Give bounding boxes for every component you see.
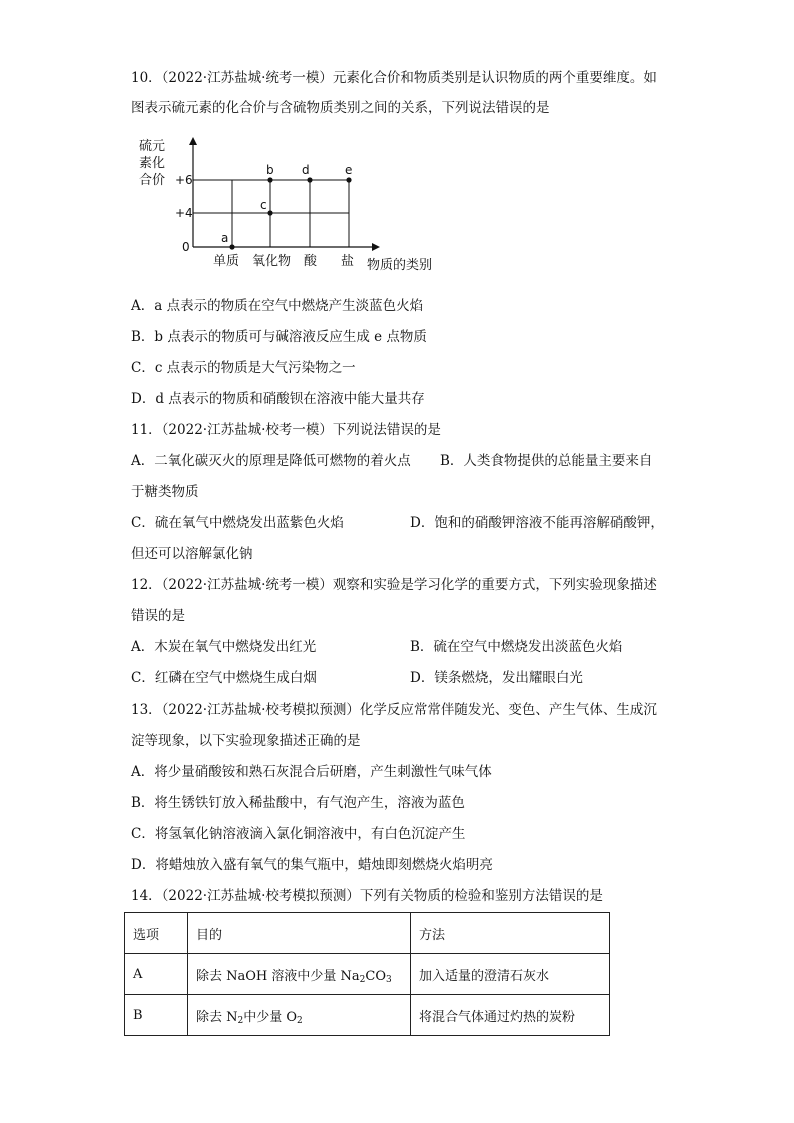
q11-option-b: B．人类食物提供的总能量主要来自 — [440, 453, 653, 469]
point-a-label: a — [221, 231, 229, 245]
chart-ylabel-1: 硫元 — [139, 139, 166, 154]
q12-option-d: D．镁条燃烧，发出耀眼白光 — [410, 670, 583, 686]
q10-option-d: D．d 点表示的物质和硝酸钡在溶液中能大量共存 — [131, 391, 425, 407]
point-b — [267, 177, 272, 182]
q14-stem: 14．（2022·江苏盐城·校考模拟预测）下列有关物质的检验和鉴别方法错误的是 — [131, 888, 603, 904]
q12-option-a: A．木炭在氧气中燃烧发出红光 — [131, 639, 317, 655]
q10-stem-line1: 10．（2022·江苏盐城·统考一模）元素化合价和物质类别是认识物质的两个重要维度。如 — [131, 70, 657, 86]
point-e — [346, 177, 351, 182]
chart-xtick-elemental: 单质 — [213, 254, 240, 269]
chart-x-arrow — [372, 243, 380, 251]
q12-stem-line1: 12．（2022·江苏盐城·统考一模）观察和实验是学习化学的重要方式，下列实验现象描述 — [131, 577, 657, 593]
q11-option-a: A．二氧化碳灭火的原理是降低可燃物的着火点 — [131, 453, 411, 469]
chart-ytick-0: 0 — [182, 240, 190, 254]
q14-table — [124, 912, 610, 1036]
chart-xtick-oxide: 氧化物 — [252, 254, 292, 269]
chart-y-arrow — [189, 137, 197, 145]
point-c-label: c — [260, 198, 267, 212]
q13-stem-line1: 13．（2022·江苏盐城·校考模拟预测）化学反应常常伴随发光、变色、产生气体、生成沉 — [131, 702, 657, 718]
q11-option-d: D．饱和的硝酸钾溶液不能再溶解硝酸钾， — [410, 515, 664, 531]
point-d — [307, 177, 312, 182]
q13-option-a: A．将少量硝酸铵和熟石灰混合后研磨，产生刺激性气味气体 — [131, 764, 492, 780]
table-header-method: 方法 — [411, 913, 610, 954]
q13-option-b: B．将生锈铁钉放入稀盐酸中，有气泡产生，溶液为蓝色 — [131, 795, 465, 811]
q12-option-b: B．硫在空气中燃烧发出淡蓝色火焰 — [410, 639, 623, 655]
table-cell-goal: 除去 NaOH 溶液中少量 $Na_2CO_3$ — [188, 954, 411, 995]
q10-option-c: C．c 点表示的物质是大气污染物之一 — [131, 360, 356, 376]
chart-xlabel: 物质的类别 — [367, 258, 433, 273]
table-cell-option: B — [125, 995, 188, 1036]
point-b-label: b — [266, 163, 274, 177]
table-row — [125, 954, 610, 995]
q13-option-c: C．将氢氧化钠溶液滴入氯化铜溶液中，有白色沉淀产生 — [131, 826, 466, 842]
q10-stem-line2: 图表示硫元素的化合价与含硫物质类别之间的关系，下列说法错误的是 — [131, 100, 550, 116]
q12-option-c: C．红磷在空气中燃烧生成白烟 — [131, 670, 317, 686]
table-cell-method: 将混合气体通过灼热的炭粉 — [411, 995, 610, 1036]
chart-xtick-salt: 盐 — [341, 254, 355, 269]
chart-xtick-acid: 酸 — [304, 254, 318, 269]
q11-option-d-cont: 但还可以溶解氯化钠 — [131, 546, 253, 562]
q10-option-a: A．a 点表示的物质在空气中燃烧产生淡蓝色火焰 — [131, 298, 424, 314]
q10-option-b: B．b 点表示的物质可与碱溶液反应生成 e 点物质 — [131, 329, 427, 345]
chart-ylabel-2: 素化 — [139, 156, 166, 171]
point-d-label: d — [302, 163, 310, 177]
q13-option-d: D．将蜡烛放入盛有氧气的集气瓶中，蜡烛即刻燃烧火焰明亮 — [131, 857, 493, 873]
table-row — [125, 995, 610, 1036]
q11-option-b-cont: 于糖类物质 — [131, 484, 199, 500]
chart-ytick-4: +4 — [175, 206, 193, 220]
q11-option-c: C．硫在氧气中燃烧发出蓝紫色火焰 — [131, 515, 344, 531]
q11-stem: 11．（2022·江苏盐城·校考一模）下列说法错误的是 — [131, 422, 441, 438]
table-header-option: 选项 — [125, 913, 188, 954]
table-header-goal: 目的 — [188, 913, 411, 954]
sulfur-valence-chart — [137, 134, 457, 274]
point-c — [267, 210, 272, 215]
chart-ytick-6: +6 — [175, 173, 193, 187]
chart-ylabel-3: 合价 — [139, 173, 166, 188]
q12-stem-line2: 错误的是 — [131, 608, 185, 624]
table-cell-method: 加入适量的澄清石灰水 — [411, 954, 610, 995]
point-e-label: e — [345, 163, 353, 177]
q13-stem-line2: 淀等现象，以下实验现象描述正确的是 — [131, 733, 361, 749]
table-cell-option: A — [125, 954, 188, 995]
table-cell-goal: 除去 $N_2$中少量 $O_2$ — [188, 995, 411, 1036]
table-header-row — [125, 913, 610, 954]
point-a — [229, 244, 234, 249]
